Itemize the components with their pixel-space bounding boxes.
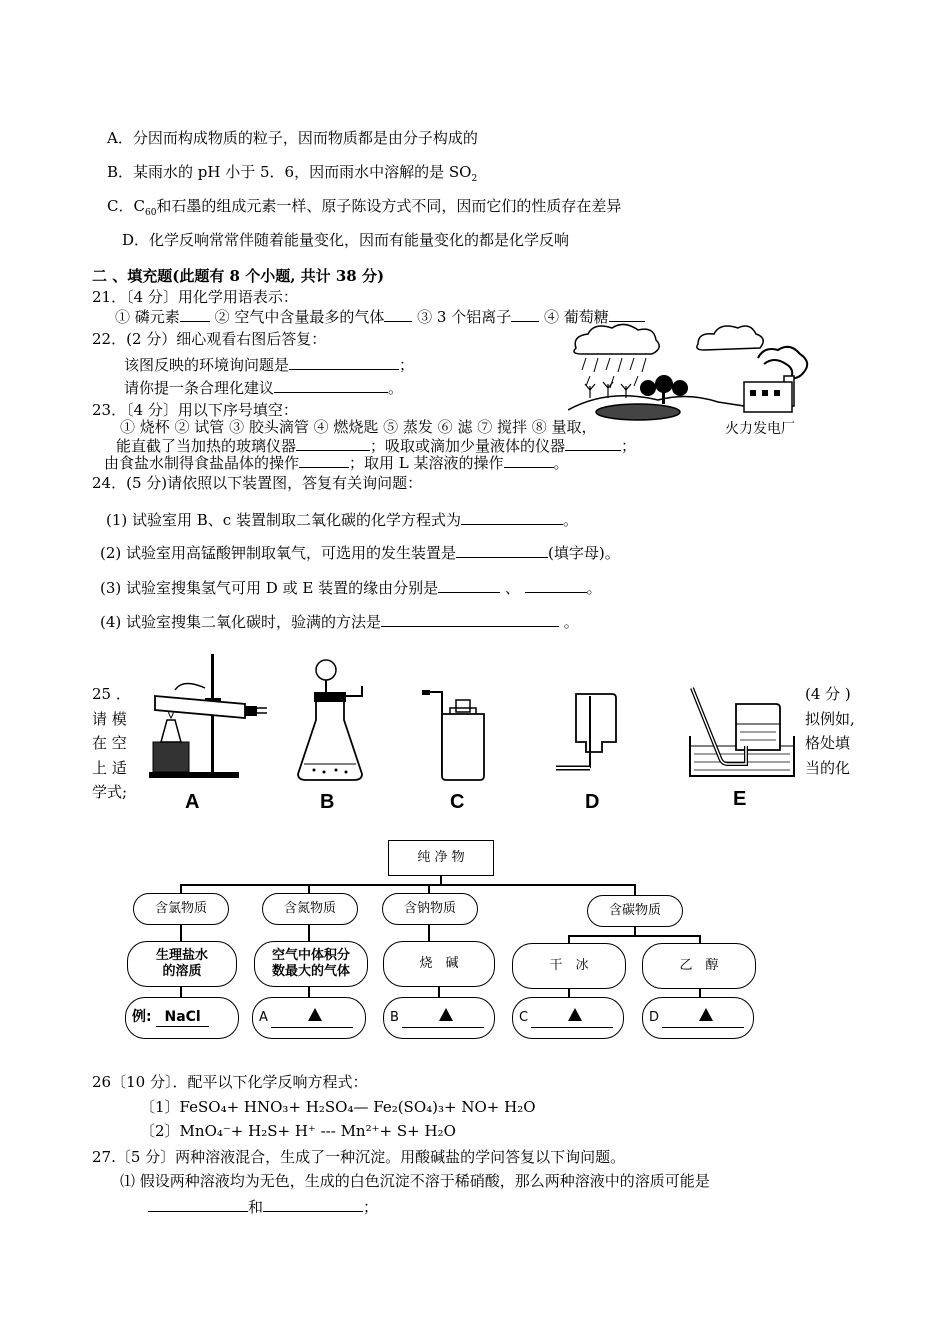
desc-saline-solute: 生理盐水 的溶质: [127, 941, 237, 987]
q23-items: ① 烧杯 ② 试管 ③ 胶头滴管 ④ 燃烧匙 ⑤ 蒸发 ⑥ 滤 ⑦ 搅拌 ⑧ 量取，: [120, 418, 597, 436]
answer-placeholder-triangle: [568, 1008, 582, 1021]
apparatus-c-gas-bottle: [420, 688, 490, 784]
q24-s1: (1) 试验室用 B、c 装置制取二氧化碳的化学方程式为 。: [106, 511, 578, 529]
answer-c: C: [512, 997, 624, 1039]
example-answer-nacl: NaCl: [156, 1009, 208, 1028]
answer-example: 例: NaCl: [125, 997, 239, 1039]
option-c: C．$C_{60}$和石墨的组成元素一样、原子陈设方式不同，因而它们的性质存在差异: [107, 197, 622, 218]
q26-eq2: 〔2〕MnO₄⁻+ H₂S+ H⁺ --- Mn²⁺+ S+ H₂O: [140, 1122, 456, 1140]
q22-stem: 22．(2 分）细心观看右图后答复：: [92, 330, 327, 348]
apparatus-label-d: D: [585, 791, 600, 813]
apparatus-label-e: E: [733, 788, 747, 810]
apparatus-label-a: A: [185, 791, 200, 813]
option-a: A．分因而构成物质的粒子，因而物质都是由分子构成的: [107, 129, 478, 147]
q27-s1-blanks: 和 ；: [148, 1197, 378, 1217]
desc-air-major-gas: 空气中体积分 数最大的气体: [254, 941, 368, 987]
q24-s3: (3) 试验室搜集氢气可用 D 或 E 装置的缘由分别是 、 。: [100, 579, 602, 597]
q21-stem: 21．〔4 分〕用化学用语表示：: [92, 288, 298, 306]
apparatus-label-b: B: [320, 791, 335, 813]
q24-stem: 24．(5 分)请依照以下装置图，答复有关询问题：: [92, 474, 423, 492]
q25-right-text: (4 分 ) 拟例如, 格处填 当的化: [805, 685, 855, 777]
answer-placeholder-triangle: [439, 1008, 453, 1021]
q26-eq1: 〔1〕FeSO₄+ HNO₃+ H₂SO₄— Fe₂(SO₄)₃+ NO+ H₂O: [140, 1098, 536, 1116]
answer-placeholder-triangle: [308, 1008, 322, 1021]
category-chlorine: 含氯物质: [133, 893, 229, 925]
section-title: 二 、填充题(此题有 8 个小题, 共计 38 分): [92, 267, 385, 285]
q27-s1: ⑴ 假设两种溶液均为无色，生成的白色沉淀不溶于稀硝酸，那么两种溶液中的溶质可能是: [120, 1172, 710, 1190]
q25-left-text: 25 ． 请 模 在 空 上 适 学式;: [92, 685, 131, 801]
desc-dry-ice: 干 冰: [512, 943, 626, 989]
answer-placeholder-triangle: [699, 1008, 713, 1021]
q21-items: ① 磷元素 ② 空气中含量最多的气体 ③ 3 个铝离子 ④ 葡萄糖: [115, 307, 645, 327]
answer-b: B: [383, 997, 495, 1039]
category-nitrogen: 含氮物质: [262, 893, 358, 925]
category-sodium: 含钠物质: [382, 893, 478, 925]
answer-d: D: [642, 997, 754, 1039]
apparatus-b-conical-flask: [290, 656, 370, 784]
power-plant-illustration: [568, 318, 828, 438]
q27-stem: 27.〔5 分〕两种溶液混合，生成了一种沉淀。用酸碱盐的学问答复以下询问题。: [92, 1148, 626, 1166]
apparatus-d-inverted-bottle: [552, 688, 622, 784]
apparatus-label-c: C: [450, 791, 465, 813]
q23-line3: 由食盐水制得食盐晶体的操作 ；取用 L 某溶液的操作 。: [104, 454, 569, 472]
category-carbon: 含碳物质: [587, 895, 683, 927]
power-plant-caption: 火力发电厂: [725, 421, 795, 437]
q24-s4: (4) 试验室搜集二氧化碳时，验满的方法是 。: [100, 613, 579, 631]
q22-line2: 请你提一条合理化建议 。: [124, 379, 404, 397]
apparatus-a-heating-tube: [145, 650, 270, 782]
q23-stem: 23．〔4 分〕用以下序号填空：: [92, 401, 298, 419]
desc-caustic-soda: 烧 碱: [383, 941, 495, 987]
desc-ethanol: 乙 醇: [642, 943, 756, 989]
q24-s2: (2) 试验室用高锰酸钾制取氧气，可选用的发生装置是 (填字母)。: [100, 544, 620, 562]
option-b: B．某雨水的 pH 小于 5．6，因而雨水中溶解的是 $SO_2$: [107, 163, 478, 184]
q23-line2: 能直截了当加热的玻璃仪器 ；吸取或滴加少量液体的仪器 ；: [116, 437, 637, 455]
apparatus-e-water-trough: [686, 684, 798, 780]
q22-line1: 该图反映的环境询问题是 ；: [124, 356, 415, 374]
q26-stem: 26〔10 分〕．配平以下化学反响方程式：: [92, 1073, 368, 1091]
answer-a: A: [252, 997, 366, 1039]
option-d: D．化学反响常常伴随着能量变化，因而有能量变化的都是化学反响: [122, 231, 570, 249]
tree-root: 纯 净 物: [388, 840, 494, 876]
